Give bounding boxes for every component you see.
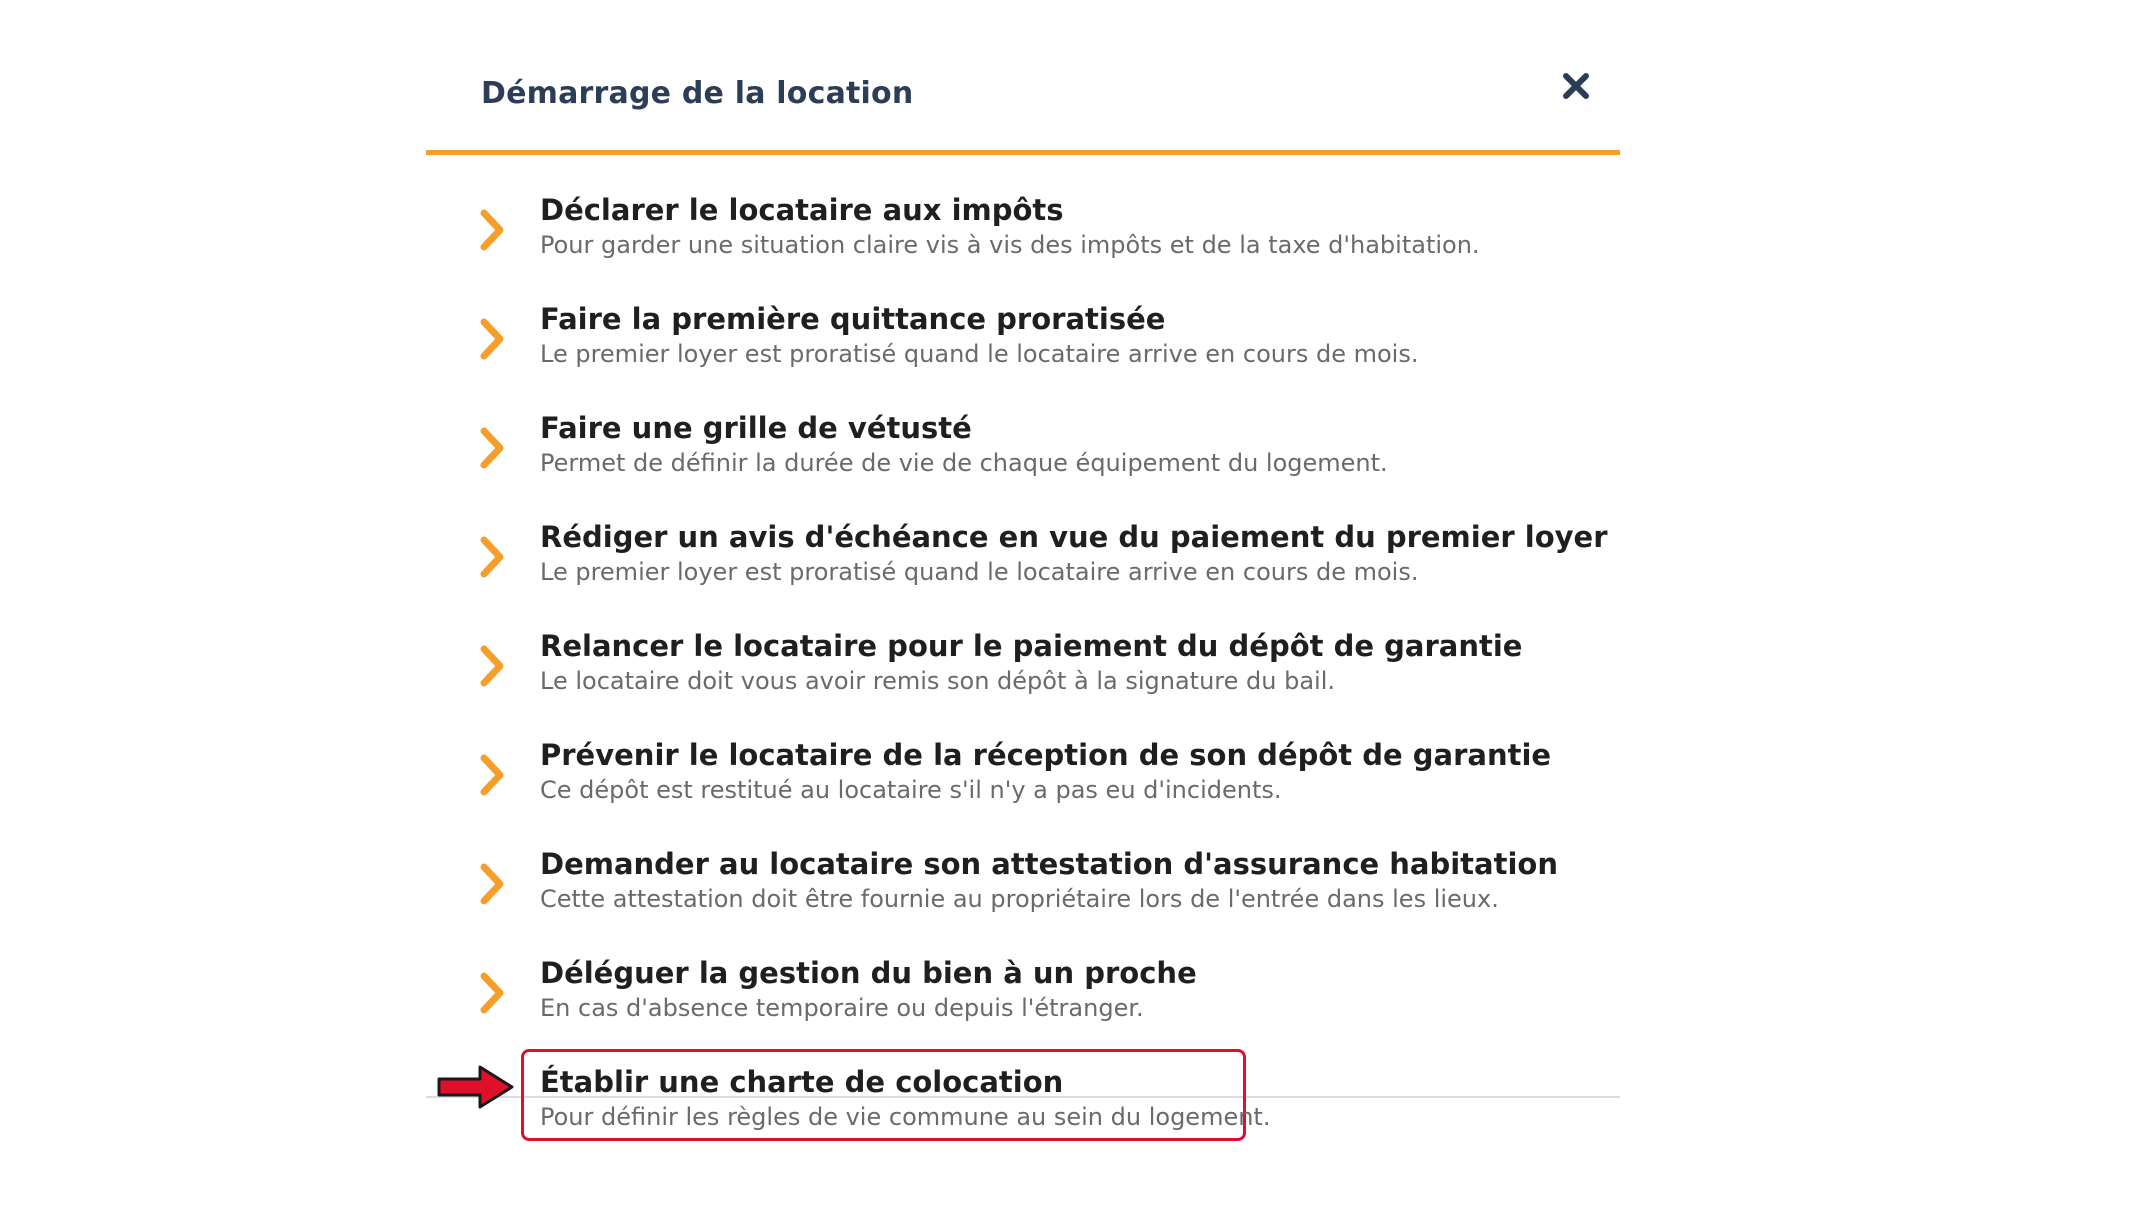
item-title: Prévenir le locataire de la réception de son dépôt de garantie	[540, 738, 1552, 772]
item-description: Le locataire doit vous avoir remis son dépôt à la signature du bail.	[540, 667, 1335, 695]
dialog-header	[426, 40, 1620, 155]
close-button[interactable]	[1560, 70, 1592, 102]
list-item[interactable]	[426, 847, 1620, 955]
dialog	[426, 40, 1620, 1131]
item-title: Demander au locataire son attestation d'assurance habitation	[540, 847, 1558, 881]
close-icon	[1560, 70, 1592, 102]
chevron-right-icon	[478, 752, 508, 798]
task-list	[426, 155, 1620, 1131]
chevron-right-icon	[478, 643, 508, 689]
item-title: Faire la première quittance proratisée	[540, 302, 1166, 336]
item-title: Déclarer le locataire aux impôts	[540, 193, 1064, 227]
chevron-right-icon	[478, 207, 508, 253]
chevron-right-icon	[478, 861, 508, 907]
chevron-right-icon	[478, 425, 508, 471]
chevron-right-icon	[478, 534, 508, 580]
pointer-arrow-icon	[436, 1063, 516, 1111]
list-item[interactable]	[426, 738, 1620, 846]
item-title: Faire une grille de vétusté	[540, 411, 972, 445]
item-description: Pour définir les règles de vie commune au sein du logement.	[540, 1103, 1271, 1131]
item-description: En cas d'absence temporaire ou depuis l'étranger.	[540, 994, 1144, 1022]
item-title: Établir une charte de colocation	[540, 1065, 1064, 1099]
list-item[interactable]	[426, 629, 1620, 737]
list-item-highlighted[interactable]	[426, 1049, 1620, 1144]
list-item[interactable]	[426, 411, 1620, 519]
dialog-title: Démarrage de la location	[481, 76, 914, 111]
list-item[interactable]	[426, 302, 1620, 410]
item-title: Déléguer la gestion du bien à un proche	[540, 956, 1197, 990]
item-description: Le premier loyer est proratisé quand le locataire arrive en cours de mois.	[540, 558, 1419, 586]
item-title: Relancer le locataire pour le paiement du dépôt de garantie	[540, 629, 1523, 663]
list-item[interactable]	[426, 956, 1620, 1064]
list-item[interactable]	[426, 520, 1620, 628]
item-description: Ce dépôt est restitué au locataire s'il n'y a pas eu d'incidents.	[540, 776, 1282, 804]
item-description: Le premier loyer est proratisé quand le locataire arrive en cours de mois.	[540, 340, 1419, 368]
item-description: Cette attestation doit être fournie au propriétaire lors de l'entrée dans les lieux.	[540, 885, 1499, 913]
chevron-right-icon	[478, 316, 508, 362]
item-description: Permet de définir la durée de vie de chaque équipement du logement.	[540, 449, 1388, 477]
list-item[interactable]	[426, 193, 1620, 301]
item-title: Rédiger un avis d'échéance en vue du paiement du premier loyer	[540, 520, 1608, 554]
chevron-right-icon	[478, 970, 508, 1016]
item-description: Pour garder une situation claire vis à vis des impôts et de la taxe d'habitation.	[540, 231, 1480, 259]
